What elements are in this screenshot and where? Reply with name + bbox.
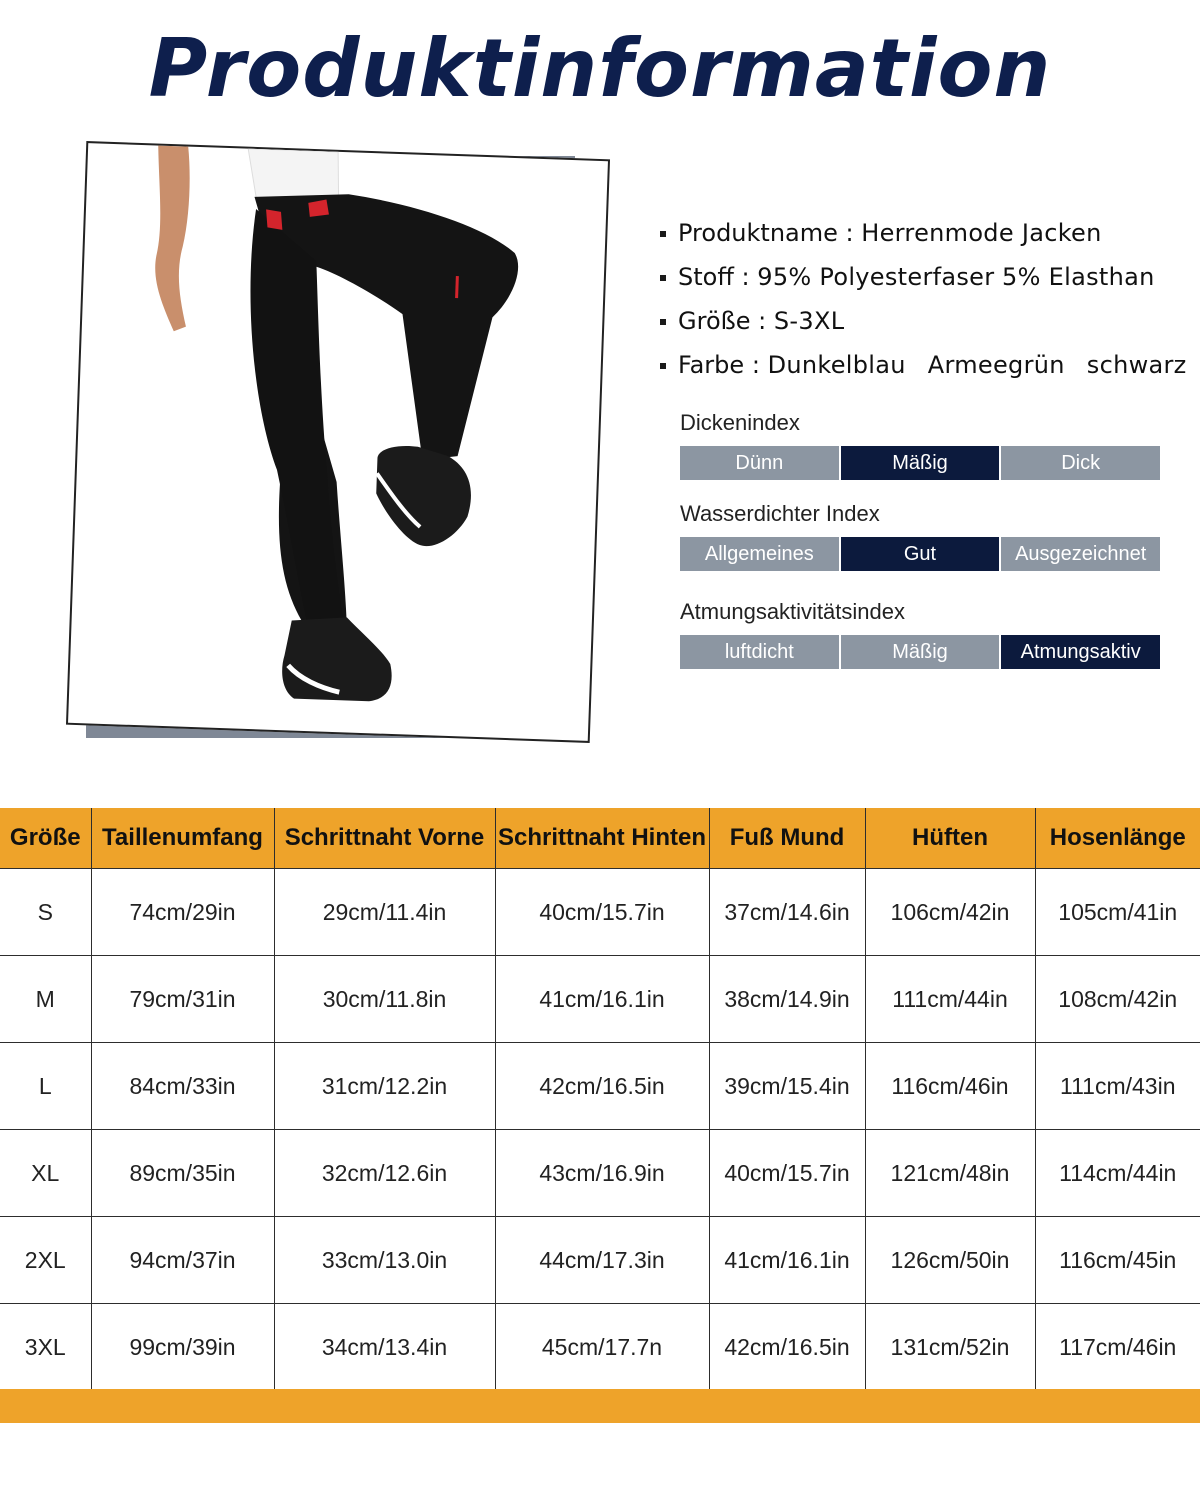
table-cell: 131cm/52in — [865, 1304, 1035, 1391]
table-cell: 117cm/46in — [1035, 1304, 1200, 1391]
index-option: Mäßig — [839, 635, 1000, 669]
table-cell: 108cm/42in — [1035, 956, 1200, 1043]
thickness-index-title: Dickenindex — [680, 410, 800, 435]
table-cell: 31cm/12.2in — [274, 1043, 495, 1130]
table-cell: 99cm/39in — [91, 1304, 274, 1391]
index-option-selected: Atmungsaktiv — [999, 635, 1160, 669]
table-cell: 111cm/44in — [865, 956, 1035, 1043]
spec-size: Größe : S-3XL — [660, 303, 1187, 347]
table-row — [0, 1304, 1200, 1391]
spec-fabric: Stoff : 95% Polyesterfaser 5% Elasthan — [660, 259, 1187, 303]
table-cell: 106cm/42in — [865, 869, 1035, 956]
bullet-icon — [660, 275, 666, 281]
table-header-cell: Taillenumfang — [91, 808, 274, 869]
table-cell: 37cm/14.6in — [709, 869, 865, 956]
table-header-cell: Schrittnaht Hinten — [495, 808, 709, 869]
index-option-selected: Gut — [839, 537, 1000, 571]
table-header-cell: Größe — [0, 808, 91, 869]
breathability-index-title: Atmungsaktivitätsindex — [680, 599, 905, 624]
table-cell: 33cm/13.0in — [274, 1217, 495, 1304]
table-header-cell: Schrittnaht Vorne — [274, 808, 495, 869]
index-option: Dick — [999, 446, 1160, 480]
table-cell: 30cm/11.8in — [274, 956, 495, 1043]
table-cell: 89cm/35in — [91, 1130, 274, 1217]
table-cell: 42cm/16.5in — [495, 1043, 709, 1130]
table-cell: 42cm/16.5in — [709, 1304, 865, 1391]
index-option: luftdicht — [680, 635, 839, 669]
table-cell: 94cm/37in — [91, 1217, 274, 1304]
bullet-icon — [660, 231, 666, 237]
table-cell: 43cm/16.9in — [495, 1130, 709, 1217]
table-cell: 32cm/12.6in — [274, 1130, 495, 1217]
table-cell: 34cm/13.4in — [274, 1304, 495, 1391]
spec-color: Farbe : Dunkelblau Armeegrün schwarz — [660, 347, 1187, 391]
table-header-cell: Fuß Mund — [709, 808, 865, 869]
table-cell: 45cm/17.7n — [495, 1304, 709, 1391]
table-row — [0, 1130, 1200, 1217]
table-row — [0, 1043, 1200, 1130]
table-cell: 74cm/29in — [91, 869, 274, 956]
waterproof-index-bar — [680, 537, 1160, 571]
table-cell: L — [0, 1043, 91, 1130]
table-cell: 116cm/46in — [865, 1043, 1035, 1130]
index-option: Allgemeines — [680, 537, 839, 571]
waterproof-index-title: Wasserdichter Index — [680, 501, 880, 526]
bullet-icon — [660, 319, 666, 325]
size-chart-table — [0, 808, 1200, 1391]
table-cell: 79cm/31in — [91, 956, 274, 1043]
table-cell: M — [0, 956, 91, 1043]
table-header-row — [0, 808, 1200, 869]
table-row — [0, 869, 1200, 956]
spec-product-name: Produktname : Herrenmode Jacken — [660, 215, 1187, 259]
footer-bar — [0, 1389, 1200, 1423]
table-cell: 2XL — [0, 1217, 91, 1304]
table-header-cell: Hosenlänge — [1035, 808, 1200, 869]
table-cell: 39cm/15.4in — [709, 1043, 865, 1130]
table-row — [0, 1217, 1200, 1304]
table-cell: 3XL — [0, 1304, 91, 1391]
table-cell: 41cm/16.1in — [495, 956, 709, 1043]
index-option: Ausgezeichnet — [999, 537, 1160, 571]
page-title: Produktinformation — [148, 22, 1052, 115]
table-cell: 126cm/50in — [865, 1217, 1035, 1304]
table-cell: 111cm/43in — [1035, 1043, 1200, 1130]
table-cell: S — [0, 869, 91, 956]
table-cell: 105cm/41in — [1035, 869, 1200, 956]
table-cell: XL — [0, 1130, 91, 1217]
spec-list — [660, 215, 1187, 391]
table-cell: 38cm/14.9in — [709, 956, 865, 1043]
breathability-index-bar — [680, 635, 1160, 669]
table-row — [0, 956, 1200, 1043]
model-illustration — [68, 143, 608, 741]
bullet-icon — [660, 363, 666, 369]
table-cell: 40cm/15.7in — [709, 1130, 865, 1217]
product-photo — [66, 141, 610, 743]
thickness-index-bar — [680, 446, 1160, 480]
table-header-cell: Hüften — [865, 808, 1035, 869]
index-option-selected: Mäßig — [839, 446, 1000, 480]
index-option: Dünn — [680, 446, 839, 480]
table-cell: 84cm/33in — [91, 1043, 274, 1130]
table-cell: 44cm/17.3in — [495, 1217, 709, 1304]
table-cell: 116cm/45in — [1035, 1217, 1200, 1304]
table-cell: 41cm/16.1in — [709, 1217, 865, 1304]
table-cell: 114cm/44in — [1035, 1130, 1200, 1217]
table-cell: 40cm/15.7in — [495, 869, 709, 956]
table-cell: 29cm/11.4in — [274, 869, 495, 956]
table-cell: 121cm/48in — [865, 1130, 1035, 1217]
